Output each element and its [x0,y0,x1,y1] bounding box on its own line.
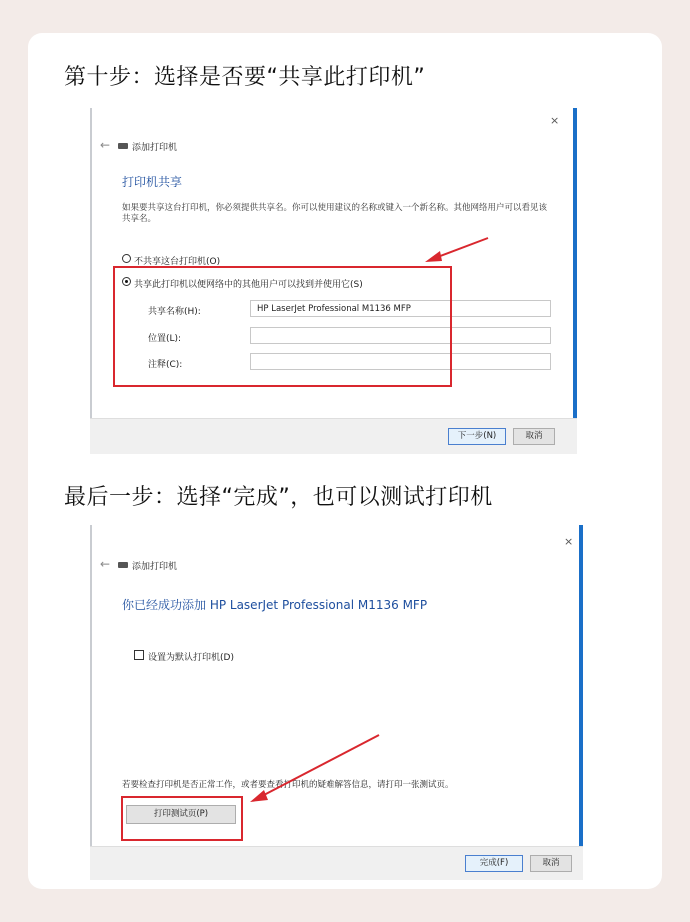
success-title: 你已经成功添加 HP LaserJet Professional M1136 MFP [122,598,428,612]
test-page-hint: 若要检查打印机是否正常工作，或者要查看打印机的疑难解答信息，请打印一张测试页。 [122,780,454,790]
close-icon[interactable]: × [564,535,574,548]
red-arrow-icon [90,525,583,880]
location-label: 位置(L): [148,334,182,344]
print-test-page-button[interactable]: 打印测试页(P) [126,805,236,824]
step-10-heading: 第十步：选择是否要“共享此打印机” [64,65,426,90]
share-printer-dialog [90,108,577,454]
cancel-button[interactable]: 取消 [513,428,555,445]
finish-button[interactable]: 完成(F) [465,855,523,872]
back-arrow-icon[interactable]: ← [100,557,111,571]
share-label[interactable]: 共享此打印机以便网络中的其他用户可以找到并使用它(S) [134,280,363,290]
dialog-title: 添加打印机 [132,143,178,153]
dialog-title: 添加打印机 [132,562,178,572]
dialog-footer [90,846,583,880]
cancel-button[interactable]: 取消 [530,855,572,872]
close-icon[interactable]: × [550,114,560,127]
share-name-label: 共享名称(H): [148,307,201,317]
last-step-heading: 最后一步：选择“完成”，也可以测试打印机 [64,485,493,510]
section-title: 打印机共享 [122,175,183,189]
red-arrow-icon [90,108,577,454]
share-name-field[interactable]: HP LaserJet Professional M1136 MFP [250,300,551,317]
no-share-label[interactable]: 不共享这台打印机(O) [134,257,221,267]
default-printer-label[interactable]: 设置为默认打印机(D) [148,653,234,663]
back-arrow-icon[interactable]: ← [100,138,111,152]
finish-dialog [90,525,583,880]
comment-label: 注释(C): [148,360,183,370]
dialog-footer [90,418,577,454]
next-button[interactable]: 下一步(N) [448,428,506,445]
share-description: 如果要共享这台打印机，你必须提供共享名。你可以使用建议的名称或键入一个新名称。其他网络用户可以看见该共享名。 [122,203,548,224]
